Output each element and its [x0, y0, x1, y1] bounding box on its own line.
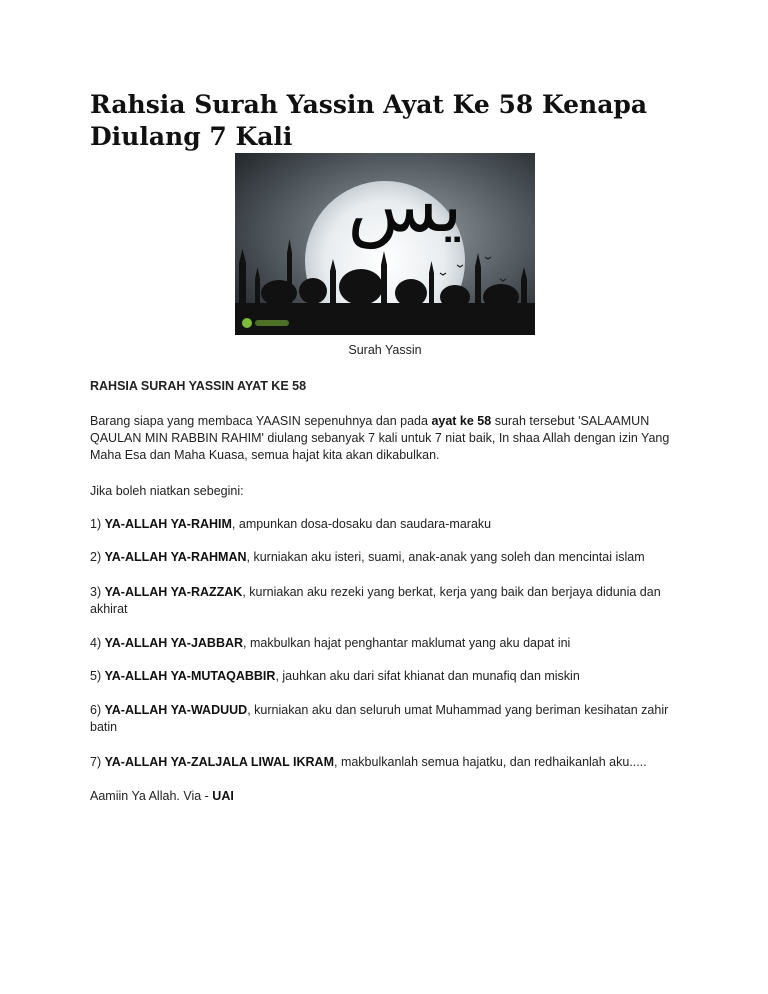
source-credit: UAI — [212, 789, 234, 803]
list-item — [90, 702, 690, 736]
item-number: 2) — [90, 550, 105, 564]
item-text: , makbulkan hajat penghantar maklumat yang aku dapat ini — [243, 636, 571, 650]
list-item — [90, 549, 690, 566]
item-name: YA-ALLAH YA-RAZZAK — [104, 585, 243, 599]
intro-paragraph — [90, 413, 690, 464]
item-text: , kurniakan aku rezeki yang berkat, kerja yang baik dan berjaya didunia dan akhirat — [90, 585, 661, 616]
item-number: 3) — [90, 585, 105, 599]
item-text: , makbulkanlah semua hajatku, dan redhaikanlah aku..... — [334, 755, 647, 769]
item-number: 7) — [90, 755, 105, 769]
lead-paragraph: Jika boleh niatkan sebegini: — [90, 484, 244, 498]
list-item — [90, 754, 690, 771]
item-name: YA-ALLAH YA-ZALJALA LIWAL IKRAM — [104, 755, 334, 769]
intro-bold-text: ayat ke 58 — [431, 414, 492, 428]
item-text: , jauhkan aku dari sifat khianat dan munafiq dan miskin — [275, 669, 580, 683]
closing-line — [90, 788, 234, 805]
item-name: YA-ALLAH YA-MUTAQABBIR — [104, 669, 276, 683]
item-number: 5) — [90, 669, 105, 683]
list-item — [90, 635, 690, 652]
intro-text-1: Barang siapa yang membaca YAASIN sepenuhnya dan pada — [90, 414, 432, 428]
item-number: 4) — [90, 636, 105, 650]
section-heading: RAHSIA SURAH YASSIN AYAT KE 58 — [90, 379, 307, 393]
item-number: 1) — [90, 517, 105, 531]
arabic-calligraphy: يس — [347, 163, 463, 249]
closing-text: Aamiin Ya Allah. Via - — [90, 789, 213, 803]
item-name: YA-ALLAH YA-JABBAR — [104, 636, 244, 650]
list-item — [90, 584, 690, 618]
intro-text-2: surah tersebut 'SALAAMUN QAULAN MIN RABBIN RAHIM' diulang sebanyak 7 kali untuk 7 niat baik, In shaa Allah dengan izin Yang Maha Esa dan Maha Kuasa, semua hajat kita akan dikabulkan. — [90, 414, 670, 462]
page-title: Rahsia Surah Yassin Ayat Ke 58 Kenapa Diulang 7 Kali — [90, 90, 648, 151]
list-item — [90, 668, 690, 685]
item-text: , kurniakan aku dan seluruh umat Muhammad yang beriman kesihatan zahir batin — [90, 703, 669, 734]
item-text: , kurniakan aku isteri, suami, anak-anak yang soleh dan mencintai islam — [246, 550, 645, 564]
list-item — [90, 516, 690, 533]
item-name: YA-ALLAH YA-RAHMAN — [104, 550, 247, 564]
item-name: YA-ALLAH YA-RAHIM — [104, 517, 232, 531]
image-caption: Surah Yassin — [348, 343, 422, 357]
surah-yassin-image — [235, 153, 535, 335]
item-name: YA-ALLAH YA-WADUUD — [104, 703, 248, 717]
item-text: , ampunkan dosa-dosaku dan saudara-maraku — [231, 517, 492, 531]
item-number: 6) — [90, 703, 105, 717]
